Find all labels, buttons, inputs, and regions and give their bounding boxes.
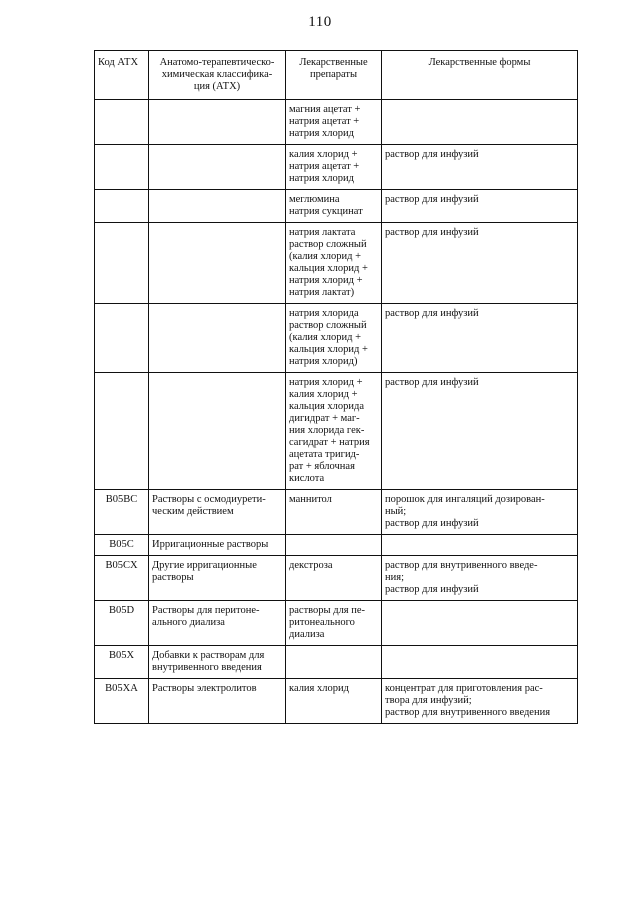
cell-forms: порошок для ингаляций дозирован- ный; раствор для инфузий	[382, 490, 578, 535]
cell-code	[95, 223, 149, 304]
atx-table	[94, 50, 578, 724]
cell-drug: растворы для пе- ритонеального диализа	[286, 601, 382, 646]
table-row	[95, 304, 578, 373]
cell-forms: раствор для инфузий	[382, 223, 578, 304]
cell-code	[95, 373, 149, 490]
cell-classification: Добавки к растворам для внутривенного введения	[149, 646, 286, 679]
table-header	[95, 51, 578, 100]
cell-drug: меглюмина натрия сукцинат	[286, 190, 382, 223]
cell-classification	[149, 373, 286, 490]
page-number: 110	[308, 14, 332, 30]
header-forms: Лекарственные формы	[382, 51, 578, 100]
header-code: Код АТХ	[95, 51, 149, 100]
table-row	[95, 601, 578, 646]
cell-drug: маннитол	[286, 490, 382, 535]
header-classification: Анатомо-терапевтическо- химическая классифика- ция (АТХ)	[149, 51, 286, 100]
table-row	[95, 100, 578, 145]
header-row	[95, 51, 578, 100]
cell-classification: Другие ирригационные растворы	[149, 556, 286, 601]
cell-classification	[149, 223, 286, 304]
table-row	[95, 679, 578, 724]
cell-forms: раствор для инфузий	[382, 304, 578, 373]
table-row	[95, 223, 578, 304]
cell-classification	[149, 304, 286, 373]
table-row	[95, 535, 578, 556]
cell-forms: раствор для инфузий	[382, 190, 578, 223]
table-body	[95, 100, 578, 724]
cell-classification: Ирригационные растворы	[149, 535, 286, 556]
table-row	[95, 556, 578, 601]
table-row	[95, 373, 578, 490]
cell-code	[95, 304, 149, 373]
cell-forms	[382, 646, 578, 679]
cell-code: B05XA	[95, 679, 149, 724]
cell-drug	[286, 646, 382, 679]
cell-classification: Растворы электролитов	[149, 679, 286, 724]
cell-classification: Растворы для перитоне- ального диализа	[149, 601, 286, 646]
cell-code: B05D	[95, 601, 149, 646]
cell-drug: натрия хлорид + калия хлорид + кальция хлорида дигидрат + маг- ния хлорида гек- сагидрат + натрия ацетата тригид- рат + яблочная кислота	[286, 373, 382, 490]
cell-classification	[149, 190, 286, 223]
cell-classification	[149, 100, 286, 145]
cell-classification: Растворы с осмодиурети- ческим действием	[149, 490, 286, 535]
cell-forms: раствор для инфузий	[382, 145, 578, 190]
cell-drug: калия хлорид	[286, 679, 382, 724]
cell-forms: раствор для внутривенного введе- ния; раствор для инфузий	[382, 556, 578, 601]
cell-drug: декстроза	[286, 556, 382, 601]
cell-forms	[382, 100, 578, 145]
cell-code: B05BC	[95, 490, 149, 535]
table-row	[95, 190, 578, 223]
cell-drug: калия хлорид + натрия ацетат + натрия хлорид	[286, 145, 382, 190]
cell-code	[95, 100, 149, 145]
cell-forms: концентрат для приготовления рас- твора для инфузий; раствор для внутривенного введения	[382, 679, 578, 724]
cell-forms	[382, 601, 578, 646]
cell-drug: магния ацетат + натрия ацетат + натрия хлорид	[286, 100, 382, 145]
cell-drug: натрия лактата раствор сложный (калия хлорид + кальция хлорид + натрия хлорид + натрия лактат)	[286, 223, 382, 304]
cell-code: B05X	[95, 646, 149, 679]
cell-code	[95, 145, 149, 190]
table-row	[95, 490, 578, 535]
cell-classification	[149, 145, 286, 190]
cell-code	[95, 190, 149, 223]
cell-drug	[286, 535, 382, 556]
header-drugs: Лекарственные препараты	[286, 51, 382, 100]
cell-forms	[382, 535, 578, 556]
table-row	[95, 145, 578, 190]
cell-drug: натрия хлорида раствор сложный (калия хлорид + кальция хлорид + натрия хлорид)	[286, 304, 382, 373]
table-row	[95, 646, 578, 679]
cell-code: B05CX	[95, 556, 149, 601]
cell-code: B05C	[95, 535, 149, 556]
cell-forms: раствор для инфузий	[382, 373, 578, 490]
